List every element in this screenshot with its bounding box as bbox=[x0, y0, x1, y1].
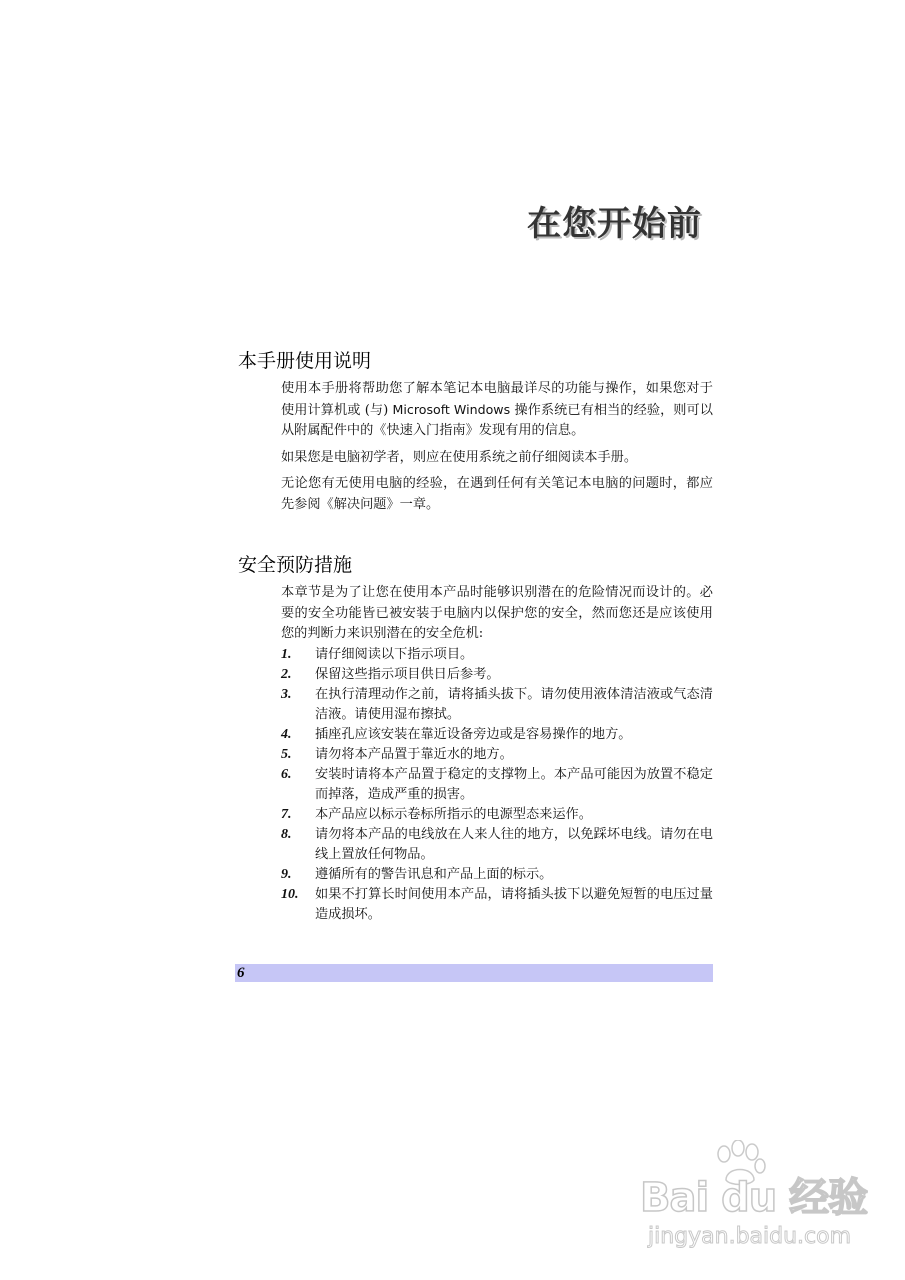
section-safety bbox=[238, 550, 714, 925]
list-item-number: 3. bbox=[281, 686, 292, 702]
section-body-safety bbox=[281, 583, 713, 925]
manual-paragraph-3: 无论您有无使用电脑的经验，在遇到任何有关笔记本电脑的问题时，都应先参阅《解决问题》一章。 bbox=[281, 476, 713, 512]
section-heading-manual: 本手册使用说明 bbox=[238, 350, 372, 372]
list-item-text: 保留这些指示项目供日后参考。 bbox=[315, 666, 500, 682]
list-item-text: 请仔细阅读以下指示项目。 bbox=[315, 646, 474, 662]
list-item-text: 如果不打算长时间使用本产品，请将插头拔下以避免短暂的电压过量造成损坏。 bbox=[315, 886, 713, 922]
list-item-number: 6. bbox=[281, 766, 292, 782]
manual-paragraph-2: 如果您是电脑初学者，则应在使用系统之前仔细阅读本手册。 bbox=[281, 449, 638, 465]
watermark-url: jingyan.baidu.com bbox=[648, 1224, 852, 1249]
list-item-number: 4. bbox=[281, 726, 292, 742]
list-item-text: 遵循所有的警告讯息和产品上面的标示。 bbox=[315, 866, 553, 882]
list-item-text: 请勿将本产品置于靠近水的地方。 bbox=[315, 746, 513, 762]
list-item-number: 10. bbox=[281, 886, 299, 902]
list-item bbox=[281, 645, 713, 665]
baidu-watermark bbox=[640, 1140, 890, 1270]
list-item-number: 5. bbox=[281, 746, 292, 762]
list-item bbox=[281, 865, 713, 885]
manual-paragraph-1 bbox=[281, 379, 713, 442]
list-item-text: 插座孔应该安装在靠近设备旁边或是容易操作的地方。 bbox=[315, 726, 632, 742]
list-item bbox=[281, 685, 713, 725]
list-item-number: 7. bbox=[281, 806, 292, 822]
list-item-text: 本产品应以标示卷标所指示的电源型态来运作。 bbox=[315, 806, 592, 822]
list-item-number: 2. bbox=[281, 666, 292, 682]
list-item bbox=[281, 825, 713, 865]
list-item bbox=[281, 665, 713, 685]
list-item-number: 9. bbox=[281, 866, 292, 882]
list-item-text: 在执行清理动作之前，请将插头拔下。请勿使用液体清洁液或气态清洁液。请使用湿布擦拭。 bbox=[315, 686, 713, 722]
chapter-title: 在您开始前 bbox=[527, 204, 702, 244]
list-item-number: 1. bbox=[281, 646, 292, 662]
list-item bbox=[281, 725, 713, 745]
list-item-number: 8. bbox=[281, 826, 292, 842]
manual-paragraph-1-latin: Microsoft Windows bbox=[392, 401, 511, 417]
list-item bbox=[281, 745, 713, 765]
section-manual-usage bbox=[238, 346, 714, 521]
page-number: 6 bbox=[237, 965, 245, 981]
list-item-text: 请勿将本产品的电线放在人来人往的地方，以免踩坏电线。请勿在电线上置放任何物品。 bbox=[315, 826, 713, 862]
manual-paragraph-1-part-a: 使用本手册将帮助您了解本笔记本电脑最详尽的功能与操作，如果您对于使用计算机或 (与) bbox=[281, 381, 713, 418]
safety-intro: 本章节是为了让您在使用本产品时能够识别潜在的危险情况而设计的。必要的安全功能皆已被安装于电脑内以保护您的安全，然而您还是应该使用您的判断力来识别潜在的安全危机: bbox=[281, 585, 713, 641]
section-body-manual bbox=[281, 379, 713, 515]
watermark-brand: Bai du 经验 bbox=[640, 1175, 868, 1221]
list-item bbox=[281, 805, 713, 825]
footer-bar bbox=[235, 964, 713, 982]
section-heading-safety: 安全预防措施 bbox=[238, 554, 353, 576]
manual-paragraph-1-part-b: 操作系统已有相当的经验，则可以从附属配件中的《快速入门指南》发现有用的信息。 bbox=[281, 402, 713, 438]
list-item bbox=[281, 765, 713, 805]
safety-list bbox=[281, 645, 713, 925]
list-item bbox=[281, 885, 713, 925]
list-item-text: 安装时请将本产品置于稳定的支撑物上。本产品可能因为放置不稳定而掉落，造成严重的损害。 bbox=[315, 766, 713, 802]
